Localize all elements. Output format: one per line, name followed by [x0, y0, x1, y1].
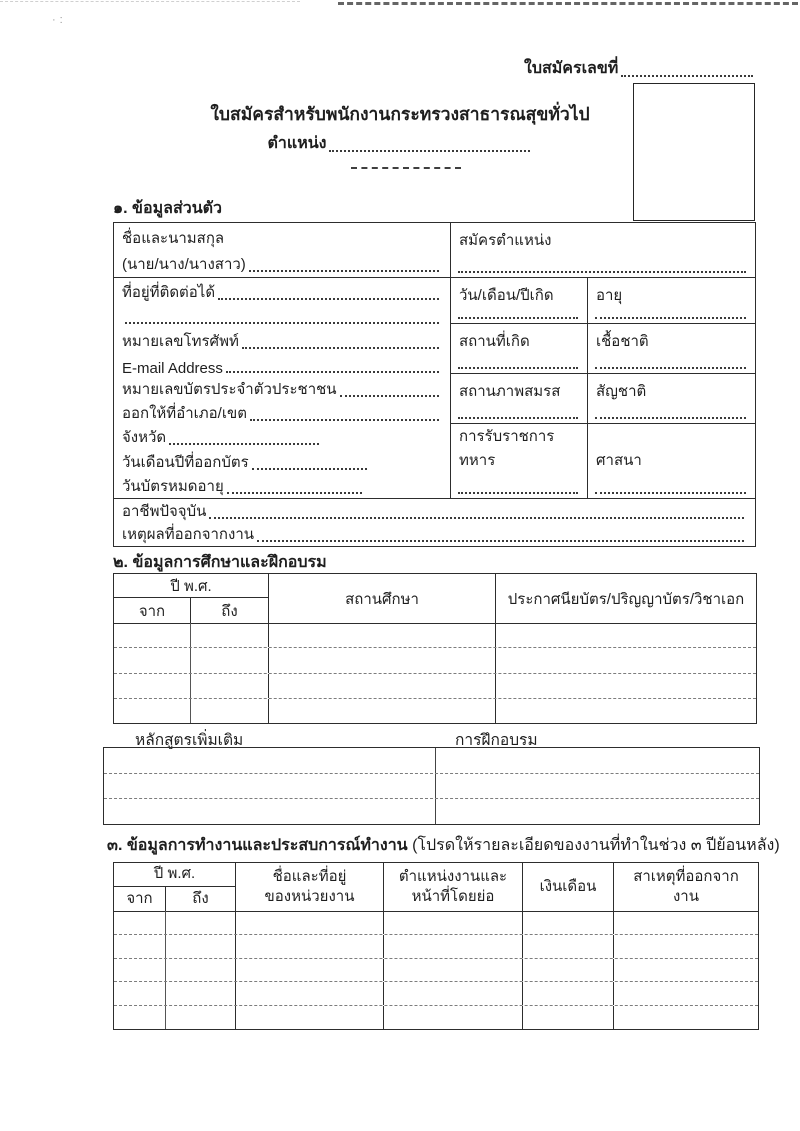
training-cell[interactable] [436, 774, 759, 799]
military-service-label: การรับราชการทหาร [459, 428, 555, 469]
work-year-header: ปี พ.ศ. [114, 863, 236, 887]
age-field[interactable] [595, 317, 746, 319]
education-cell-to[interactable] [191, 674, 269, 698]
education-cell-school[interactable] [269, 648, 496, 672]
education-row [114, 648, 756, 673]
extra-course-cell[interactable] [104, 799, 436, 824]
work-cell-from[interactable] [114, 911, 166, 934]
application-number-label: ใบสมัครเลขที่ [524, 60, 619, 77]
card-issue-date-label: วันเดือนปีที่ออกบัตร [122, 453, 249, 471]
marital-status-field[interactable] [458, 417, 578, 419]
education-cell-from[interactable] [114, 623, 191, 647]
card-expiry-field[interactable] [227, 492, 362, 494]
work-experience-table [113, 862, 759, 1030]
education-cert-header: ประกาศนียบัตร/ปริญญาบัตร/วิชาเอก [507, 590, 745, 608]
work-cell-position[interactable] [384, 1006, 523, 1029]
occupation-label: อาชีพปัจจุบัน [122, 503, 207, 520]
work-cell-to[interactable] [166, 959, 236, 982]
birthplace-cell [451, 324, 588, 374]
section3-heading: ๓. ข้อมูลการทำงานและประสบการณ์ทำงาน (โปรดให้รายละเอียดของงานที่ทำในช่วง ๓ ปีย้อนหลัง) [107, 837, 780, 854]
work-position-header: ตำแหน่งงานและ หน้าที่โดยย่อ [384, 863, 523, 911]
education-cell-from[interactable] [114, 699, 191, 723]
work-cell-reason[interactable] [614, 911, 758, 934]
work-cell-org[interactable] [236, 959, 384, 982]
extra-course-row [104, 748, 759, 774]
extra-course-row [104, 799, 759, 824]
position-row [0, 131, 800, 156]
work-cell-reason[interactable] [614, 1006, 758, 1029]
birthplace-field[interactable] [458, 367, 578, 369]
title-divider [351, 167, 461, 169]
section3-heading-note: (โปรดให้รายละเอียดของงานที่ทำในช่วง ๓ ปีย้อนหลัง) [412, 837, 780, 854]
work-cell-from[interactable] [114, 982, 166, 1005]
nationality-label: สัญชาติ [596, 383, 647, 400]
work-cell-org[interactable] [236, 982, 384, 1005]
apply-position-cell [451, 223, 755, 278]
religion-label: ศาสนา [596, 452, 642, 469]
race-cell [588, 324, 755, 374]
occupation-cell [114, 498, 755, 546]
work-cell-position[interactable] [384, 982, 523, 1005]
training-label: การฝึกอบรม [455, 732, 538, 749]
occupation-field[interactable] [209, 517, 744, 519]
name-field[interactable] [249, 270, 439, 272]
scan-artifact-specks: ·: [52, 14, 67, 26]
form-title: ใบสมัครสำหรับพนักงานกระทรวงสาธารณสุขทั่วไป [210, 104, 590, 124]
address-field-line2[interactable] [125, 322, 439, 324]
work-cell-salary[interactable] [523, 982, 614, 1005]
work-to-header: ถึง [166, 887, 236, 911]
extra-course-label: หลักสูตรเพิ่มเติม [135, 732, 244, 749]
age-cell [588, 278, 755, 324]
work-org-header: ชื่อและที่อยู่ ของหน่วยงาน [236, 863, 384, 911]
age-label: อายุ [596, 287, 623, 304]
work-row [114, 935, 758, 959]
name-label: ชื่อและนามสกุล [122, 230, 225, 247]
work-cell-position[interactable] [384, 959, 523, 982]
birthdate-label: วัน/เดือน/ปีเกิด [459, 287, 554, 304]
race-field[interactable] [595, 367, 746, 369]
work-cell-reason[interactable] [614, 935, 758, 958]
birthplace-label: สถานที่เกิด [459, 333, 530, 350]
work-row [114, 982, 758, 1006]
education-cell-to[interactable] [191, 699, 269, 723]
position-field[interactable] [329, 150, 529, 152]
work-leave-reason-header: สาเหตุที่ออกจาก งาน [633, 867, 739, 905]
training-cell[interactable] [436, 748, 759, 773]
work-cell-salary[interactable] [523, 935, 614, 958]
work-cell-from[interactable] [114, 935, 166, 958]
education-year-header: ปี พ.ศ. [114, 574, 269, 598]
personal-info-table [113, 222, 756, 547]
marital-status-cell [451, 374, 588, 424]
work-cell-reason[interactable] [614, 982, 758, 1005]
apply-position-label: สมัครตำแหน่ง [459, 232, 552, 249]
work-row [114, 1006, 758, 1029]
extra-course-cell[interactable] [104, 774, 436, 799]
education-cell-from[interactable] [114, 674, 191, 698]
work-cell-salary[interactable] [523, 911, 614, 934]
name-prefix-label: (นาย/นาง/นางสาว) [122, 256, 246, 273]
education-cell-cert[interactable] [496, 699, 756, 723]
marital-status-label: สถานภาพสมรส [459, 383, 561, 400]
religion-cell [588, 424, 755, 498]
work-cell-to[interactable] [166, 1006, 236, 1029]
education-cell-cert[interactable] [496, 674, 756, 698]
scan-artifact-top-line-faint [0, 1, 300, 2]
section1-heading: ๑. ข้อมูลส่วนตัว [113, 200, 223, 217]
education-row [114, 699, 756, 723]
military-service-cell [451, 424, 588, 498]
leave-reason-label: เหตุผลที่ออกจากงาน [122, 526, 255, 543]
application-number-field[interactable] [621, 75, 753, 77]
province-label: จังหวัด [122, 429, 167, 447]
work-cell-to[interactable] [166, 911, 236, 934]
work-cell-org[interactable] [236, 1006, 384, 1029]
phone-field[interactable] [242, 347, 439, 349]
email-label: E-mail Address [122, 359, 223, 377]
leave-reason-field[interactable] [257, 540, 744, 542]
card-issue-date-field[interactable] [252, 468, 367, 470]
education-cell-school[interactable] [269, 699, 496, 723]
education-cell-from[interactable] [114, 648, 191, 672]
education-cell-cert[interactable] [496, 648, 756, 672]
work-cell-salary[interactable] [523, 959, 614, 982]
education-table [113, 573, 757, 724]
military-service-field[interactable] [458, 492, 578, 494]
work-cell-from[interactable] [114, 959, 166, 982]
contact-info-cell [114, 278, 451, 498]
education-cell-to[interactable] [191, 623, 269, 647]
training-cell[interactable] [436, 799, 759, 824]
province-field[interactable] [169, 443, 319, 445]
nationality-field[interactable] [595, 417, 746, 419]
education-cell-school[interactable] [269, 674, 496, 698]
race-label: เชื้อชาติ [596, 333, 649, 350]
education-cell-cert[interactable] [496, 623, 756, 647]
card-expiry-label: วันบัตรหมดอายุ [122, 477, 224, 495]
phone-label: หมายเลขโทรศัพท์ [122, 332, 239, 350]
education-cell-to[interactable] [191, 648, 269, 672]
position-label: ตำแหน่ง [267, 135, 327, 152]
id-card-label: หมายเลขบัตรประจำตัวประชาชน [122, 380, 337, 398]
issued-district-field[interactable] [250, 419, 439, 421]
work-cell-to[interactable] [166, 935, 236, 958]
scan-artifact-top-line [338, 2, 798, 5]
work-table-body [114, 911, 758, 1029]
nationality-cell [588, 374, 755, 424]
education-to-header: ถึง [191, 598, 269, 623]
extra-course-training-table [103, 747, 760, 825]
work-row [114, 911, 758, 935]
work-cell-org[interactable] [236, 911, 384, 934]
work-row [114, 959, 758, 983]
education-cell-school[interactable] [269, 623, 496, 647]
work-cell-reason[interactable] [614, 959, 758, 982]
application-number-row [524, 56, 756, 81]
address-field[interactable] [218, 298, 439, 300]
work-cell-salary[interactable] [523, 1006, 614, 1029]
email-field[interactable] [226, 371, 439, 373]
issued-district-label: ออกให้ที่อำเภอ/เขต [122, 405, 247, 423]
work-cell-to[interactable] [166, 982, 236, 1005]
section2-heading: ๒. ข้อมูลการศึกษาและฝึกอบรม [113, 554, 327, 571]
education-table-body [114, 623, 756, 723]
work-cell-position[interactable] [384, 935, 523, 958]
work-from-header: จาก [114, 887, 166, 911]
work-salary-header: เงินเดือน [523, 863, 614, 911]
id-card-field[interactable] [340, 395, 439, 397]
religion-field[interactable] [595, 492, 746, 494]
extra-course-cell[interactable] [104, 748, 436, 773]
work-cell-org[interactable] [236, 935, 384, 958]
birthdate-cell [451, 278, 588, 324]
apply-position-field[interactable] [458, 271, 746, 273]
address-label: ที่อยู่ที่ติดต่อได้ [122, 284, 216, 302]
work-cell-from[interactable] [114, 1006, 166, 1029]
work-cell-position[interactable] [384, 911, 523, 934]
education-school-header: สถานศึกษา [269, 574, 496, 623]
education-row [114, 674, 756, 699]
extra-course-row [104, 774, 759, 800]
education-from-header: จาก [114, 598, 191, 623]
birthdate-field[interactable] [458, 317, 578, 319]
education-row [114, 623, 756, 648]
name-cell [114, 223, 451, 278]
